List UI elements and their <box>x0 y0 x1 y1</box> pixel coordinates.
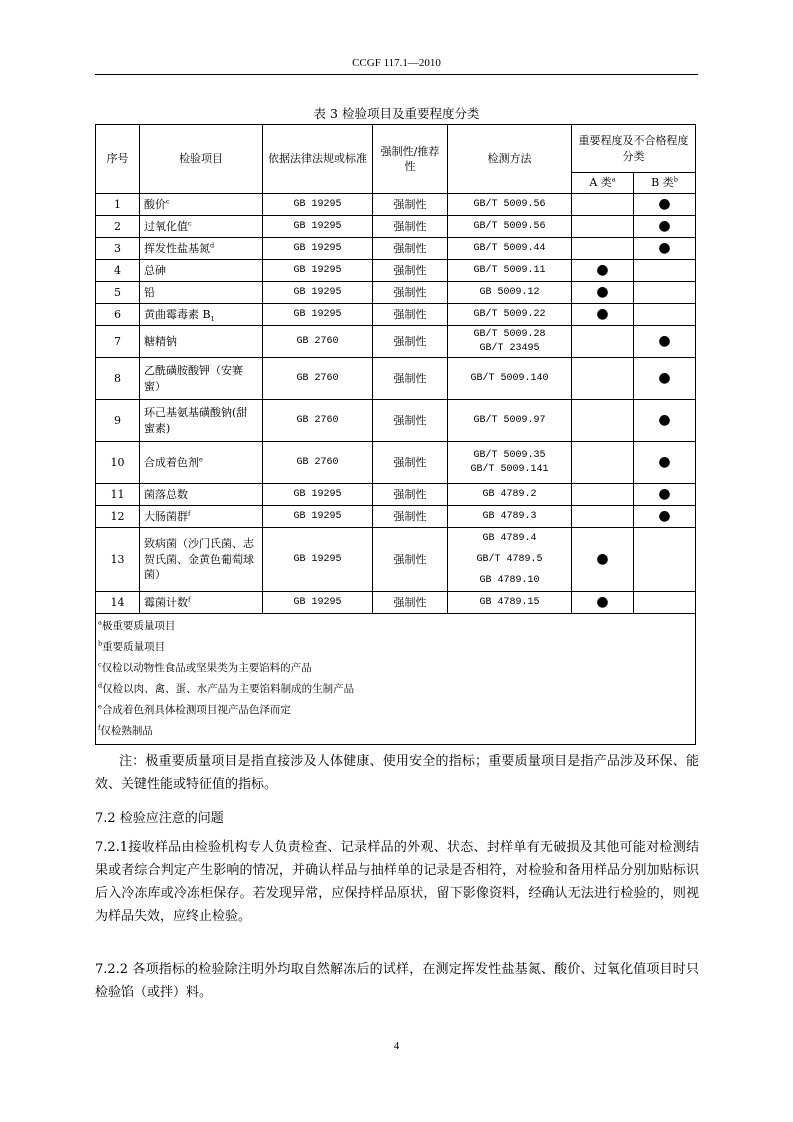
cell-class-b: ● <box>634 442 696 484</box>
cell-mandatory: 强制性 <box>373 506 448 528</box>
footnote-text: 仅检以肉、禽、蛋、水产品为主要馅料制成的生制产品 <box>102 683 355 695</box>
method-line: GB 4789.15 <box>479 596 540 608</box>
cell-seq: 8 <box>96 358 140 400</box>
cell-basis: GB 19295 <box>263 506 373 528</box>
cell-class-a <box>572 238 634 260</box>
cell-class-b: ● <box>634 484 696 506</box>
section-7-2-heading: 7.2 检验应注意的问题 <box>95 811 224 826</box>
cell-seq: 13 <box>96 528 140 592</box>
cell-mandatory: 强制性 <box>373 528 448 592</box>
cell-mandatory: 强制性 <box>373 194 448 216</box>
cell-seq: 6 <box>96 304 140 326</box>
cell-basis: GB 19295 <box>263 216 373 238</box>
table-row <box>96 216 696 238</box>
cell-item <box>140 358 263 400</box>
cell-mandatory: 强制性 <box>373 216 448 238</box>
item-name: 霉菌计数 <box>144 595 188 609</box>
cell-mandatory: 强制性 <box>373 358 448 400</box>
table-row <box>96 194 696 216</box>
cell-basis: GB 19295 <box>263 282 373 304</box>
table-row <box>96 400 696 442</box>
table-row <box>96 442 696 484</box>
method-line: GB/T 5009.22 <box>473 308 546 320</box>
cell-seq: 4 <box>96 260 140 282</box>
table-footnotes <box>96 614 696 745</box>
cell-class-b <box>634 528 696 592</box>
cell-method <box>448 484 572 506</box>
item-footnote-mark: f <box>188 509 191 518</box>
cell-item <box>140 216 263 238</box>
cell-class-b: ● <box>634 506 696 528</box>
header-mandatory: 强制性/推荐性 <box>373 125 448 194</box>
cell-seq: 10 <box>96 442 140 484</box>
cell-method <box>448 194 572 216</box>
cell-class-a <box>572 358 634 400</box>
cell-item <box>140 592 263 614</box>
cell-method <box>448 326 572 358</box>
footnote-line <box>98 637 693 658</box>
footnote-text: 合成着色剂具体检测项目视产品色泽而定 <box>101 704 291 716</box>
footnote-text: 极重要质量项目 <box>101 620 176 632</box>
method-line: GB 4789.4 <box>482 533 537 544</box>
page-number: 4 <box>393 1040 400 1052</box>
cell-item <box>140 528 263 592</box>
cell-class-b: ● <box>634 238 696 260</box>
method-line: GB/T 5009.35 <box>473 449 546 461</box>
method-line: GB/T 5009.11 <box>473 264 546 276</box>
cell-class-a: ● <box>572 282 634 304</box>
cell-seq: 7 <box>96 326 140 358</box>
item-name: 乙酰磺胺酸钾（安赛蜜） <box>144 364 243 393</box>
cell-basis: GB 2760 <box>263 358 373 400</box>
table-row <box>96 326 696 358</box>
header-rule <box>95 74 698 75</box>
item-footnote-mark: c <box>166 197 170 206</box>
cell-item <box>140 304 263 326</box>
cell-mandatory: 强制性 <box>373 238 448 260</box>
footnote-mark: c <box>98 660 102 669</box>
table-row <box>96 358 696 400</box>
cell-seq: 2 <box>96 216 140 238</box>
method-line: GB 5009.12 <box>479 286 540 298</box>
cell-class-a <box>572 400 634 442</box>
cell-class-a <box>572 506 634 528</box>
footnote-line <box>98 700 693 721</box>
cell-item <box>140 506 263 528</box>
header-method: 检测方法 <box>448 125 572 194</box>
cell-item <box>140 400 263 442</box>
cell-seq: 11 <box>96 484 140 506</box>
item-name: 过氧化值 <box>144 219 188 233</box>
item-footnote-mark: f <box>188 595 191 604</box>
header-class-b: B 类$^b$ <box>634 173 696 194</box>
cell-mandatory: 强制性 <box>373 484 448 506</box>
cell-item <box>140 442 263 484</box>
item-subscript: 1 <box>210 314 215 323</box>
cell-class-a: ● <box>572 260 634 282</box>
cell-method <box>448 358 572 400</box>
section-7-2-1-paragraph: 7.2.1接收样品由检验机构专人负责检查、记录样品的外观、状态、封样单有无破损及其他可能对检测结果或者综合判定产生影响的情况，并确认样品与抽样单的记录是否相符，对检验和备用样品分别加贴标识后入冷冻库或冷冻柜保存。若发现异常，应保持样品原状，留下影像资料，经确认无法进行检验的，则视为样品失效，应终止检验。 <box>95 840 699 924</box>
cell-mandatory: 强制性 <box>373 282 448 304</box>
cell-class-b <box>634 260 696 282</box>
method-line: GB 4789.10 <box>479 575 540 586</box>
cell-basis: GB 2760 <box>263 400 373 442</box>
cell-method <box>448 260 572 282</box>
table-row <box>96 304 696 326</box>
table-row <box>96 592 696 614</box>
cell-basis: GB 19295 <box>263 484 373 506</box>
cell-seq: 3 <box>96 238 140 260</box>
cell-mandatory: 强制性 <box>373 326 448 358</box>
cell-basis: GB 2760 <box>263 326 373 358</box>
cell-mandatory: 强制性 <box>373 442 448 484</box>
header-seq: 序号 <box>96 125 140 194</box>
cell-basis: GB 19295 <box>263 260 373 282</box>
cell-method <box>448 592 572 614</box>
note-paragraph: 注：极重要质量项目是指直接涉及人体健康、使用安全的指标；重要质量项目是指产品涉及环保、能效、关键性能或特征值的指标。 <box>95 754 699 792</box>
table-body <box>96 194 696 614</box>
header-class-a: A 类$^a$ <box>572 173 634 194</box>
header-importance: 重要程度及不合格程度分类 <box>572 125 696 173</box>
cell-class-b <box>634 282 696 304</box>
cell-method <box>448 528 572 592</box>
document-header-code: CCGF 117.1—2010 <box>352 57 441 69</box>
method-line: GB 4789.3 <box>482 510 537 522</box>
cell-class-a <box>572 326 634 358</box>
table-row <box>96 238 696 260</box>
item-name: 挥发性盐基氮 <box>144 241 210 255</box>
cell-class-a: ● <box>572 592 634 614</box>
method-line: GB/T 23495 <box>479 342 540 354</box>
item-name: 致病菌（沙门氏菌、志贺氏菌、金黄色葡萄球菌） <box>144 537 254 582</box>
item-footnote-mark: d <box>210 241 215 250</box>
footnote-line <box>98 658 693 679</box>
header-item: 检验项目 <box>140 125 263 194</box>
cell-seq: 5 <box>96 282 140 304</box>
cell-seq: 12 <box>96 506 140 528</box>
section-7-2-2-paragraph: 7.2.2 各项指标的检验除注明外均取自然解冻后的试样，在测定挥发性盐基氮、酸价、过氧化值项目时只检验馅（或拌）料。 <box>95 962 699 1000</box>
cell-method <box>448 400 572 442</box>
cell-class-b: ● <box>634 326 696 358</box>
cell-seq: 1 <box>96 194 140 216</box>
cell-class-b: ● <box>634 400 696 442</box>
cell-mandatory: 强制性 <box>373 592 448 614</box>
method-line: GB/T 5009.56 <box>473 220 546 232</box>
footnote-text: 重要质量项目 <box>102 641 166 653</box>
cell-item <box>140 326 263 358</box>
table-row <box>96 528 696 592</box>
cell-item <box>140 194 263 216</box>
table-row <box>96 260 696 282</box>
item-footnote-mark: c <box>188 219 192 228</box>
footnote-line <box>98 616 693 637</box>
cell-basis: GB 19295 <box>263 592 373 614</box>
item-footnote-mark: e <box>199 455 203 464</box>
cell-method <box>448 304 572 326</box>
item-name: 总砷 <box>144 263 166 277</box>
cell-item <box>140 260 263 282</box>
method-line: GB/T 5009.56 <box>473 198 546 210</box>
cell-mandatory: 强制性 <box>373 260 448 282</box>
method-line: GB/T 5009.44 <box>473 242 546 254</box>
cell-class-a: ● <box>572 528 634 592</box>
cell-basis: GB 19295 <box>263 304 373 326</box>
method-line: GB/T 5009.140 <box>470 372 549 384</box>
cell-class-a <box>572 442 634 484</box>
cell-seq: 14 <box>96 592 140 614</box>
footnote-mark: e <box>98 702 102 711</box>
cell-item <box>140 238 263 260</box>
item-name: 合成着色剂 <box>144 455 199 469</box>
item-name: 铅 <box>144 285 155 299</box>
cell-seq: 9 <box>96 400 140 442</box>
inspection-items-table <box>95 124 696 745</box>
cell-class-b: ● <box>634 358 696 400</box>
cell-basis: GB 19295 <box>263 194 373 216</box>
cell-method <box>448 282 572 304</box>
table-row <box>96 484 696 506</box>
header-basis: 依据法律法规或标准 <box>263 125 373 194</box>
item-name: 酸价 <box>144 197 166 211</box>
method-line: GB/T 5009.28 <box>473 328 546 340</box>
cell-class-b: ● <box>634 194 696 216</box>
cell-class-a <box>572 194 634 216</box>
cell-basis: GB 19295 <box>263 528 373 592</box>
cell-basis: GB 19295 <box>263 238 373 260</box>
cell-item <box>140 282 263 304</box>
cell-method <box>448 506 572 528</box>
cell-class-a <box>572 484 634 506</box>
footnote-line <box>98 679 693 700</box>
cell-method <box>448 238 572 260</box>
footnote-mark: b <box>98 639 103 648</box>
item-name: 大肠菌群 <box>144 509 188 523</box>
cell-class-b <box>634 304 696 326</box>
item-name: 黄曲霉毒素 B <box>144 307 211 321</box>
cell-mandatory: 强制性 <box>373 304 448 326</box>
footnote-mark: a <box>98 618 102 627</box>
footnote-mark: d <box>98 681 103 690</box>
footnote-text: 仅检以动物性食品或坚果类为主要馅料的产品 <box>101 662 312 674</box>
footnote-text: 仅检熟制品 <box>100 725 153 737</box>
cell-class-b <box>634 592 696 614</box>
table-row <box>96 506 696 528</box>
cell-method <box>448 442 572 484</box>
table-caption: 表 3 检验项目及重要程度分类 <box>313 106 480 121</box>
method-line: GB/T 5009.141 <box>470 463 549 475</box>
cell-item <box>140 484 263 506</box>
method-line: GB 4789.2 <box>482 488 537 500</box>
table-row <box>96 282 696 304</box>
item-name: 环己基氨基磺酸钠(甜蜜素) <box>144 406 248 435</box>
cell-method <box>448 216 572 238</box>
cell-class-b: ● <box>634 216 696 238</box>
cell-basis: GB 2760 <box>263 442 373 484</box>
footnote-mark: f <box>98 723 101 732</box>
cell-mandatory: 强制性 <box>373 400 448 442</box>
item-name: 糖精钠 <box>144 334 177 348</box>
method-line: GB/T 5009.97 <box>473 414 546 426</box>
cell-class-a: ● <box>572 304 634 326</box>
item-name: 菌落总数 <box>144 487 188 501</box>
cell-class-a <box>572 216 634 238</box>
footnote-line <box>98 721 693 742</box>
method-line: GB/T 4789.5 <box>476 554 543 565</box>
